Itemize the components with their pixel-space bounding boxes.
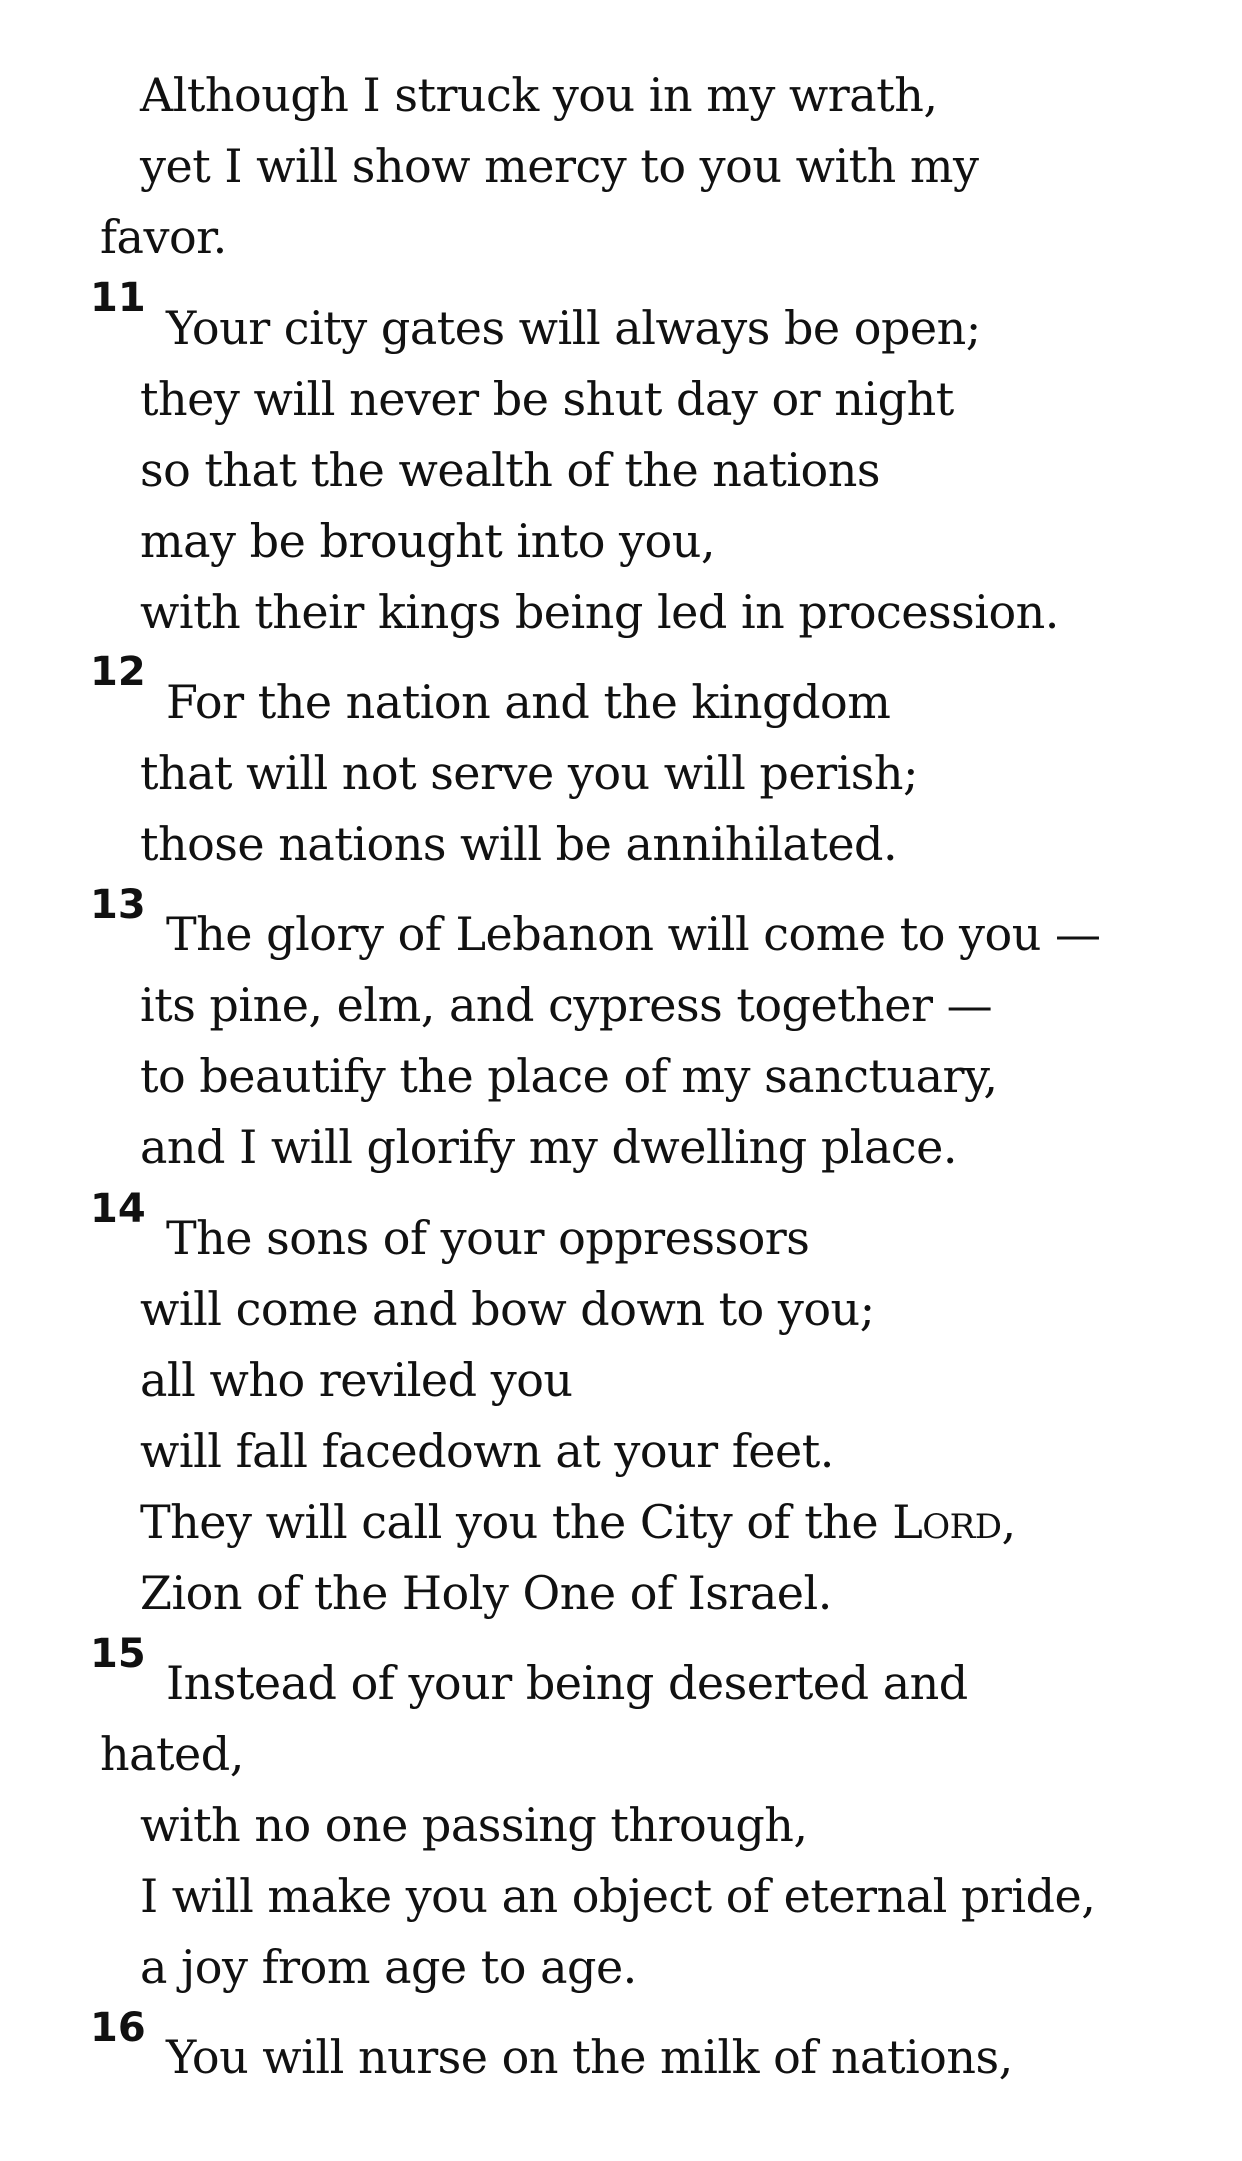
poetry-line: hated,	[100, 1727, 244, 1781]
poetry-line: that will not serve you will perish;	[140, 746, 919, 800]
poetry-line: with their kings being led in procession.	[140, 585, 1059, 639]
poetry-line: I will make you an object of eternal pride,	[140, 1869, 1096, 1923]
poetry-line: they will never be shut day or night	[140, 372, 954, 426]
poetry-line: The sons of your oppressors	[166, 1211, 810, 1265]
verse-number: 14	[90, 1186, 146, 1232]
poetry-line	[140, 1495, 1016, 1549]
poetry-line: Although I struck you in my wrath,	[140, 68, 938, 122]
poetry-line: so that the wealth of the nations	[140, 443, 880, 497]
poetry-line: will fall facedown at your feet.	[140, 1424, 834, 1478]
poetry-line: its pine, elm, and cypress together —	[140, 978, 993, 1032]
poetry-line: Zion of the Holy One of Israel.	[140, 1566, 832, 1620]
poetry-line: For the nation and the kingdom	[166, 675, 891, 729]
poetry-line: You will nurse on the milk of nations,	[166, 2030, 1013, 2084]
poetry-line: may be brought into you,	[140, 514, 715, 568]
small-caps-text: ORD	[922, 1507, 1002, 1547]
poetry-line: with no one passing through,	[140, 1798, 808, 1852]
poetry-line: and I will glorify my dwelling place.	[140, 1120, 958, 1174]
poetry-line: yet I will show mercy to you with my	[140, 139, 979, 193]
poetry-line-text: They will call you the City of the L	[140, 1495, 923, 1549]
poetry-line: The glory of Lebanon will come to you —	[166, 907, 1101, 961]
poetry-line: will come and bow down to you;	[140, 1282, 875, 1336]
poetry-line: Instead of your being deserted and	[166, 1656, 968, 1710]
poetry-line: those nations will be annihilated.	[140, 817, 898, 871]
verse-number: 13	[90, 882, 146, 928]
poetry-line: a joy from age to age.	[140, 1940, 637, 1994]
verse-number: 16	[90, 2005, 146, 2051]
verse-number: 15	[90, 1631, 146, 1677]
poetry-line: all who reviled you	[140, 1353, 573, 1407]
verse-number: 12	[90, 649, 146, 695]
poetry-line: favor.	[100, 210, 227, 264]
punctuation: ,	[1001, 1495, 1016, 1549]
poetry-line: Your city gates will always be open;	[166, 301, 981, 355]
verse-number: 11	[90, 275, 146, 321]
poetry-line: to beautify the place of my sanctuary,	[140, 1049, 998, 1103]
